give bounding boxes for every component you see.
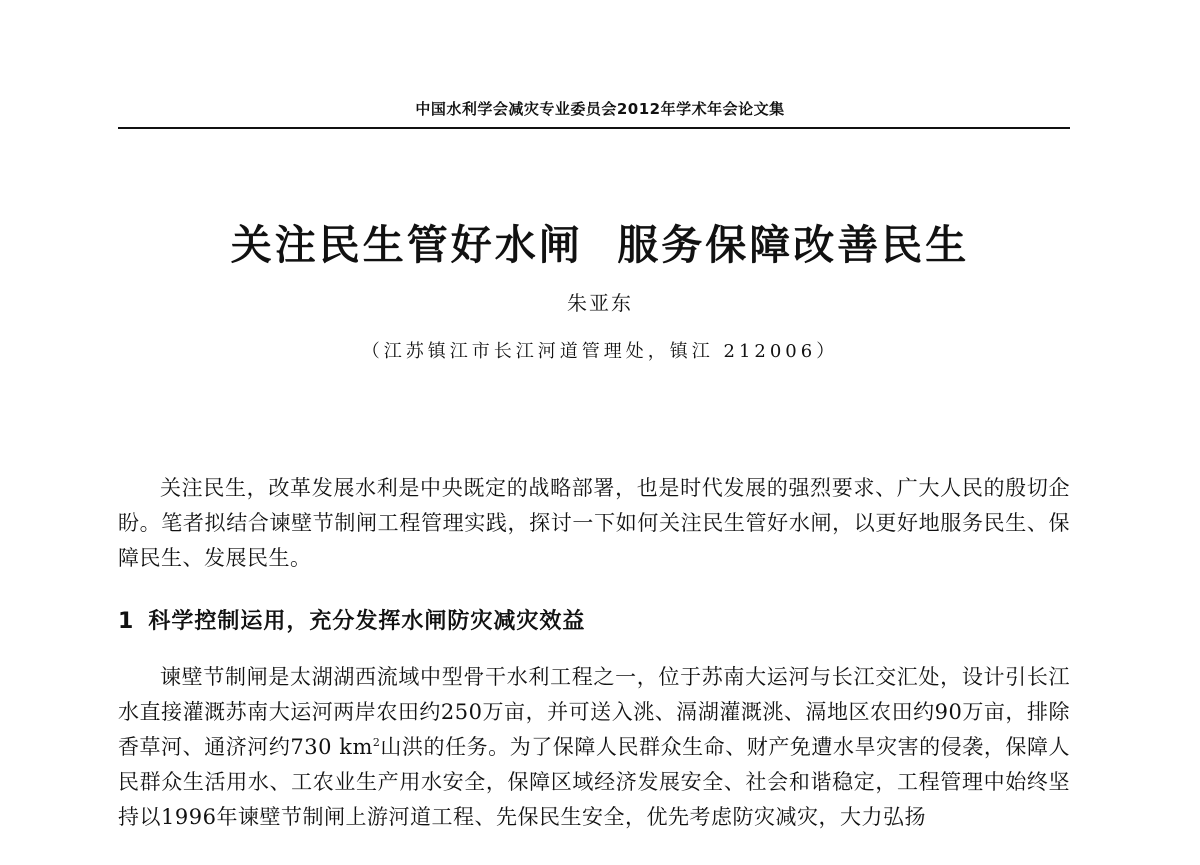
author-name: 朱亚东 [567, 291, 633, 315]
running-header: 中国水利学会减灾专业委员会2012年学术年会论文集 [415, 100, 785, 118]
body-text-part-1: 谏壁节制闸是太湖湖西流域中型骨干水利工程之一，位于苏南大运河与长江交汇处，设计引长江水直接灌溉苏南大运河两岸农田约250万亩，并可送入洮、滆湖灌溉洮、滆地区农田约90万亩，排除香草河、通济河约730 km [118, 665, 1070, 759]
intro-paragraph: 关注民生，改革发展水利是中央既定的战略部署，也是时代发展的强烈要求、广大人民的殷切企盼。笔者拟结合谏壁节制闸工程管理实践，探讨一下如何关注民生管好水闸，以更好地服务民生、保障民生、发展民生。 [118, 476, 1070, 570]
section-number: 1 [118, 609, 135, 634]
section-1-heading [118, 604, 585, 635]
author-affiliation: （江苏镇江市长江河道管理处，镇江 212006） [361, 341, 839, 362]
area-unit-superscript: 2 [372, 736, 381, 749]
header-rule [118, 127, 1070, 129]
article-title: 关注民生管好水闸 服务保障改善民生 [230, 221, 970, 269]
section-1-body [118, 660, 1070, 835]
section-title: 科学控制运用，充分发挥水闸防灾减灾效益 [148, 609, 586, 634]
body-text-part-2: 山洪的任务。为了保障人民群众生命、财产免遭水旱灾害的侵袭，保障人民群众生活用水、工农业生产用水安全，保障区域经济发展安全、社会和谐稳定，工程管理中始终坚持以1996年谏壁节制闸上游河道工程、先保民生安全，优先考虑防灾减灾，大力弘扬 [118, 735, 1070, 829]
